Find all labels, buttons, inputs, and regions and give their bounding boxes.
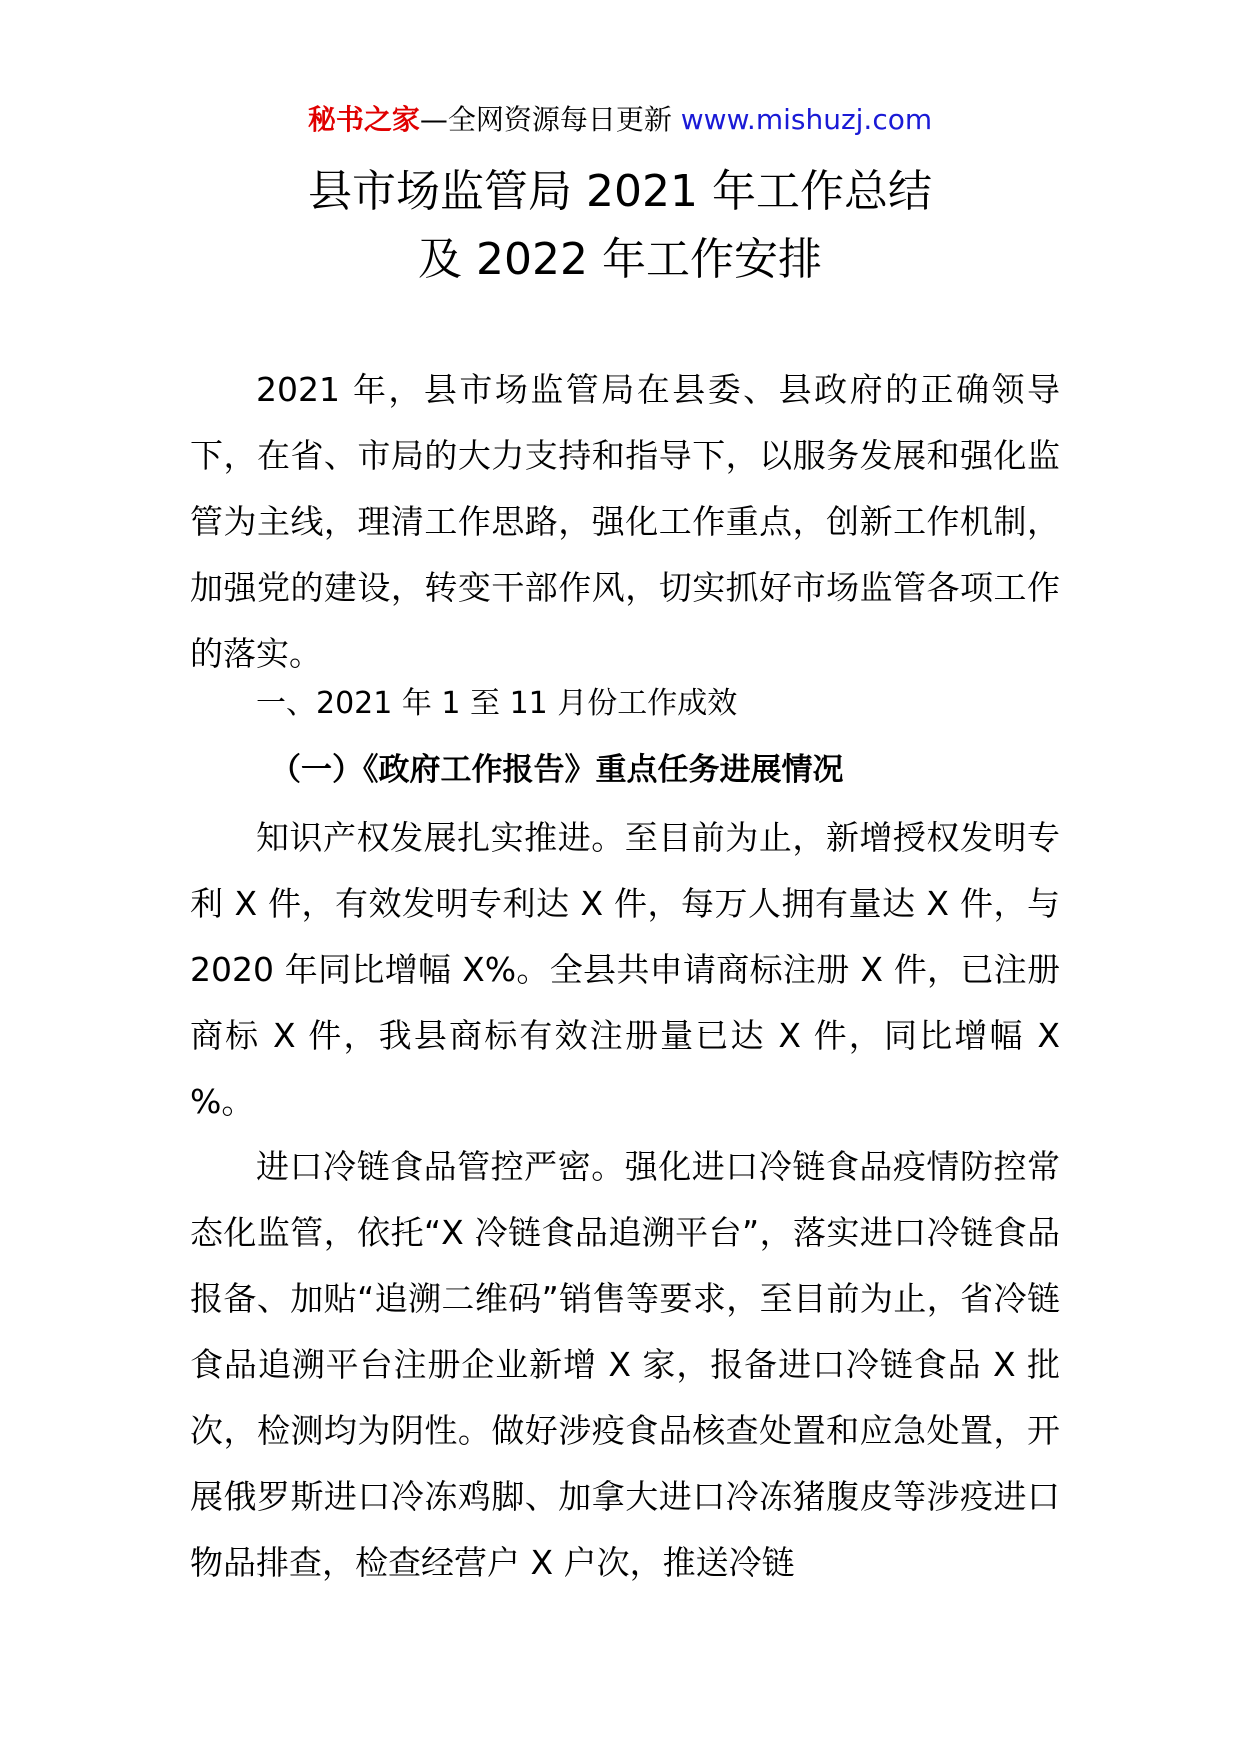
document-title-line-1: 县市场监管局 2021 年工作总结	[308, 166, 932, 217]
site-url[interactable]: www.mishuzj.com	[680, 103, 933, 136]
intro-paragraph: 2021 年，县市场监管局在县委、县政府的正确领导下，在省、市局的大力支持和指导下，以服务发展和强化监管为主线，理清工作思路，强化工作重点，创新工作机制，加强党的建设，转变干部作风，切实抓好市场监管各项工作的落实。	[190, 370, 1060, 673]
brand-name: 秘书之家	[307, 103, 420, 136]
header-tagline: —全网资源每日更新	[419, 103, 681, 136]
cold-chain-paragraph: 进口冷链食品管控严密。强化进口冷链食品疫情防控常态化监管，依托“X 冷链食品追溯平台”，落实进口冷链食品报备、加贴“追溯二维码”销售等要求，至目前为止，省冷链食品追溯平台注册企业新增 X 家，报备进口冷链食品 X 批次，检测均为阴性。做好涉疫食品核查处置和应急处置，开展俄罗斯进口冷冻鸡脚、加拿大进口冷冻猪腹皮等涉疫进口物品排查，检查经营户 X 户次，推送冷链	[190, 1147, 1060, 1582]
ip-paragraph: 知识产权发展扎实推进。至目前为止，新增授权发明专利 X 件，有效发明专利达 X 件，每万人拥有量达 X 件，与 2020 年同比增幅 X%。全县共申请商标注册 X 件，已注册商标 X 件，我县商标有效注册量已达 X 件，同比增幅 X %。	[190, 818, 1060, 1121]
document-title-line-2: 及 2022 年工作安排	[418, 234, 822, 285]
section-heading: 一、2021 年 1 至 11 月份工作成效	[256, 686, 738, 721]
sub-heading: （一）《政府工作报告》重点任务进展情况	[270, 752, 844, 788]
watermark-header	[0, 100, 1240, 140]
